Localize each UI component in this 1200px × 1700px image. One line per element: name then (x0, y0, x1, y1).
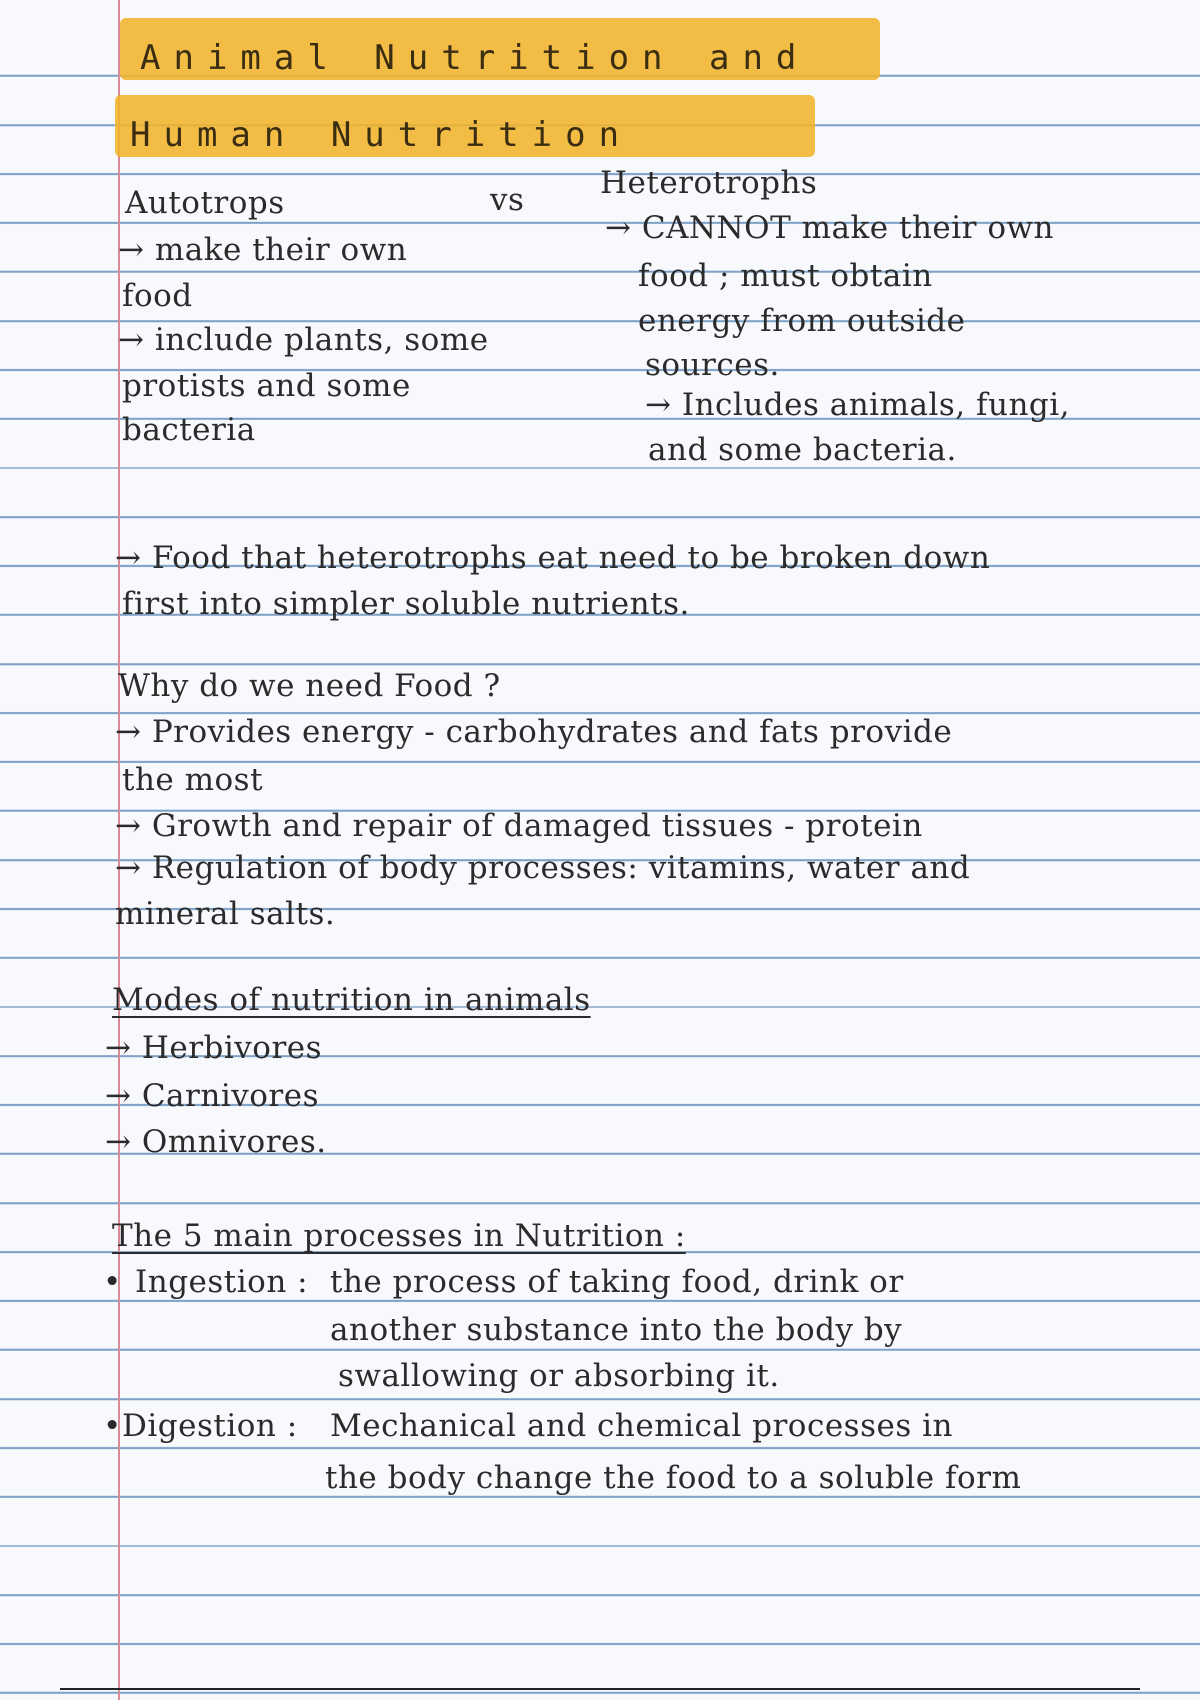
process-line: the process of taking food, drink or (330, 1264, 904, 1300)
why-food-heading: Why do we need Food ? (118, 668, 501, 704)
modes-heading: Modes of nutrition in animals (112, 982, 591, 1018)
heterotroph-line: → Includes animals, fungi, (645, 387, 1071, 423)
heterotroph-line: sources. (645, 347, 780, 383)
heterotroph-line: → CANNOT make their own (605, 210, 1055, 246)
why-food-line: mineral salts. (115, 896, 336, 932)
heterotrophs-heading: Heterotrophs (600, 165, 818, 201)
food-note-line: first into simpler soluble nutrients. (122, 586, 690, 622)
heterotroph-line: and some bacteria. (648, 432, 957, 468)
title-line-1: Animal Nutrition and (140, 38, 810, 78)
title-line-2: Human Nutrition (130, 115, 633, 155)
autotroph-line: food (122, 278, 193, 314)
bullet: • (103, 1408, 122, 1444)
processes-heading: The 5 main processes in Nutrition : (112, 1218, 686, 1254)
autotroph-line: → make their own (118, 232, 408, 268)
autotrophs-heading: Autotrops (125, 185, 285, 221)
why-food-line: → Growth and repair of damaged tissues - protein (115, 808, 923, 844)
why-food-line: the most (122, 762, 264, 798)
heterotroph-line: food ; must obtain (638, 258, 933, 294)
why-food-line: → Provides energy - carbohydrates and fats provide (115, 714, 953, 750)
why-food-line: → Regulation of body processes: vitamins, water and (115, 850, 971, 886)
heterotroph-line: energy from outside (638, 303, 966, 339)
process-line: the body change the food to a soluble form (325, 1460, 1022, 1496)
food-note-line: → Food that heterotrophs eat need to be broken down (115, 540, 991, 576)
mode-item: → Omnivores. (105, 1124, 327, 1160)
autotroph-line: → include plants, some (118, 322, 489, 358)
autotroph-line: protists and some (122, 368, 411, 404)
process-term-ingestion: Ingestion : (135, 1264, 309, 1300)
process-line: Mechanical and chemical processes in (330, 1408, 953, 1444)
bullet: • (103, 1264, 122, 1300)
autotroph-line: bacteria (122, 412, 256, 448)
vs-label: vs (490, 182, 525, 218)
process-line: swallowing or absorbing it. (338, 1358, 780, 1394)
process-line: another substance into the body by (330, 1312, 903, 1348)
mode-item: → Carnivores (105, 1078, 319, 1114)
mode-item: → Herbivores (105, 1030, 323, 1066)
process-term-digestion: Digestion : (122, 1408, 298, 1444)
bottom-rule (60, 1688, 1140, 1690)
